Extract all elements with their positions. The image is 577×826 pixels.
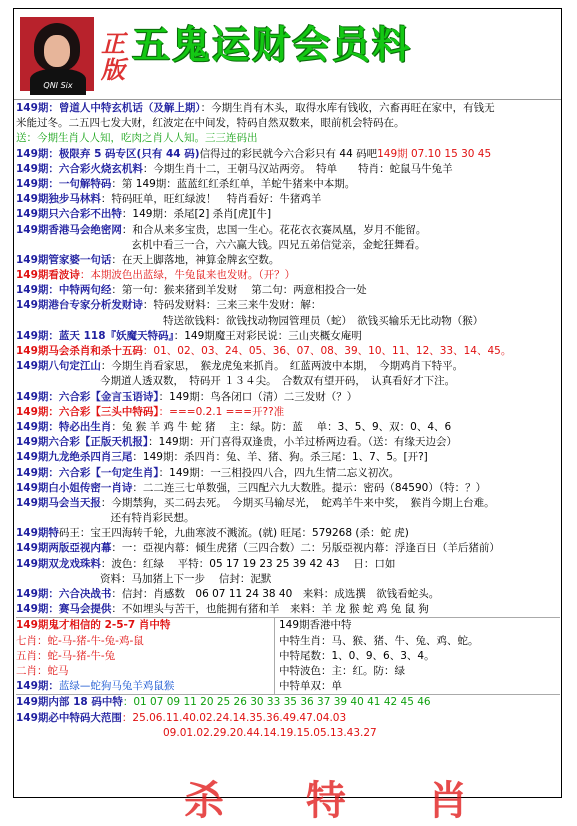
- record-row: [16, 405, 560, 420]
- record-row: [16, 602, 560, 617]
- record-prefix: 149期: [16, 223, 49, 236]
- record-row: [16, 131, 560, 146]
- record-row: [16, 587, 560, 602]
- footer-row-prefix: 149期内部 18 码中特: [16, 696, 123, 709]
- record-row: [16, 101, 560, 116]
- page-frame: [13, 8, 562, 824]
- record-label: 六合彩【三头中特码】: [58, 405, 159, 418]
- record-label: 六合彩【正版天机报】: [48, 436, 149, 449]
- record-label: 独步马林料: [48, 193, 101, 206]
- record-label: 两版亞视内幕: [48, 542, 112, 555]
- footer-row-range: [16, 711, 560, 726]
- record-row: [16, 496, 560, 511]
- header: [14, 9, 561, 100]
- record-row: [16, 298, 560, 313]
- record-text: 玄机中看三一合，六六赢大钱。四兄五弟信觉亲，金蛇狂舞看。: [16, 238, 426, 251]
- record-label: 六合彩【金言玉语诗】: [58, 390, 159, 403]
- record-text: ：和合从来多宝贵，忠国一生心。花花衣衣赛凤凰，岁月不能留。: [121, 223, 427, 236]
- edition-badge: 正版: [101, 30, 125, 84]
- record-text: ：01、02、03、24、05、36、07、08、39、10、11、12、33、14、45。: [142, 345, 512, 357]
- record-text: ：今期生肖看家思， 猴龙虎兔来抓肖。 红蓝两波中本期， 今期鸡肖下特平。: [100, 360, 464, 373]
- record-text: ：149期魔王对彩民说：三山夹概女庵明: [173, 329, 362, 342]
- record-prefix: 149期：: [16, 405, 59, 418]
- record-label: 中特两句经: [58, 284, 112, 297]
- record-prefix: 149期: [16, 496, 49, 509]
- portrait-face: [44, 35, 70, 67]
- record-label: 特必出生肖: [58, 420, 112, 433]
- record-text: ：149期：开门喜得双逢贵，小羊过桥两边看。（送：有缘天边会）: [148, 436, 457, 449]
- right-block: [274, 618, 563, 694]
- footer-row-prefix: 149期必中特码大范围: [16, 711, 122, 724]
- record-prefix: 149期：: [16, 329, 59, 342]
- record-row: [16, 344, 560, 359]
- record-row: [16, 192, 560, 207]
- record-row: [16, 390, 560, 405]
- record-prefix: 149期：: [16, 420, 59, 433]
- left-block-last-prefix: 149期：: [16, 680, 59, 693]
- record-text: ：一：亞视内幕：倾生虎猪（三四合数）二：另版亞视内幕：浮逢百日（羊后猪前）: [111, 542, 500, 555]
- record-label: 八句定江山: [48, 360, 101, 373]
- record-label: 一句解特码: [58, 177, 112, 190]
- footer-row-text: ：01 07 09 11 20 25 26 30 33 35 36 37 39 40 41 42 45 46: [122, 696, 431, 709]
- record-text: ：今期禁狗，买二码去死。 今期买马输尽光， 蛇鸡羊牛来中奖， 猴肖今期上台难。: [100, 496, 495, 509]
- record-prefix: 149期: [16, 542, 49, 555]
- record-text: ：第一句：猴来猪到羊发财 第二句：两意相投合一处: [111, 284, 367, 297]
- record-label: 马会当天报: [48, 496, 101, 509]
- record-row: [16, 329, 560, 344]
- record-prefix: 149期: [16, 345, 49, 357]
- record-text: 送：今期生肖人人知，吃肉之肖人人知。三三连码出: [16, 132, 258, 145]
- left-block: [16, 618, 266, 694]
- record-text: ：149期：杀尾[2] 杀肖[虎][牛]: [121, 208, 272, 221]
- record-row: [16, 526, 560, 541]
- record-prefix: 149期：: [16, 588, 59, 600]
- record-row: [16, 147, 560, 162]
- left-block-title: 149期鬼才相信的 2-5-7 肖中特: [16, 619, 171, 632]
- record-label: 特: [48, 527, 59, 540]
- right-block-line: 中特尾数：1、0、9、6、3、4。: [279, 649, 435, 662]
- record-text: 还有特肖彩民想。: [16, 512, 195, 525]
- footer-row-18: [16, 695, 560, 710]
- record-prefix: 149期: [16, 436, 49, 449]
- record-text: 特送欲钱料：欲钱找动物园管理员（蛇） 欲钱买输乐无比动物（猴）: [16, 314, 484, 327]
- record-row: [16, 435, 560, 450]
- record-text: ：二二连三七单数强，三四配六九大数胜。提示：密码（84590）（特：？）: [132, 481, 487, 494]
- record-text: ：特码发财料：三来三来牛发财：解：: [142, 299, 322, 312]
- record-text: ：波色：红绿 平特：05 17 19 23 25 39 42 43 日：口如: [100, 557, 396, 570]
- record-prefix: 149期: [16, 269, 49, 282]
- record-row: [16, 238, 560, 253]
- record-row: [16, 268, 560, 283]
- record-label: 六合彩火烧玄机料: [58, 162, 143, 175]
- record-label: 港台专家分析发财诗: [48, 299, 143, 312]
- record-text: ：149期：一三相投四八合，四九生情二忘义初次。: [158, 466, 400, 479]
- record-text: ：149期：鸟各闭口（清）二三发财（？）: [158, 390, 358, 403]
- record-label: 蓝天 118『妖魔天特码』: [58, 329, 174, 342]
- record-label: 管家婆一句话: [48, 253, 112, 266]
- two-column-block: [16, 617, 560, 694]
- record-label: 香港马会绝密网: [48, 223, 122, 236]
- rows-container: [16, 101, 560, 617]
- record-row: [16, 541, 560, 556]
- record-row: [16, 116, 560, 131]
- portrait-caption: QNI Six: [43, 81, 73, 90]
- right-block-line: 中特单双：单: [279, 680, 342, 693]
- record-text: ：兔 猴 羊 鸡 牛 蛇 猪 主：绿。防：蓝 单：3、5、9、双：0、4、6: [111, 420, 452, 433]
- left-block-line: 二肖：蛇马: [16, 664, 69, 677]
- record-label: 九龙绝杀四肖三尾: [48, 451, 133, 464]
- record-prefix: 149期：: [16, 390, 59, 403]
- record-row: [16, 223, 560, 238]
- record-prefix: 149期: [16, 208, 49, 221]
- record-row: [16, 359, 560, 374]
- record-label: 曾道人中特玄机话（及解上期）: [58, 102, 201, 114]
- record-text: ：第 149期：蓝蓝红红杀红单，羊蛇牛猪来中本期。: [111, 177, 356, 190]
- left-block-line: 七肖：蛇-马-猪-牛-兔-鸡-鼠: [16, 634, 144, 647]
- record-label: 双龙戏珠料: [48, 557, 101, 570]
- record-row: [16, 177, 560, 192]
- record-prefix: 149期: [16, 193, 49, 206]
- record-row: [16, 253, 560, 268]
- record-row: [16, 162, 560, 177]
- record-extra: 149期 07.10 15 30 45: [377, 147, 492, 160]
- right-block-line: 中特波色：主：红。防：绿: [279, 664, 405, 677]
- record-row: [16, 283, 560, 298]
- record-text: 码王：宝王四海转千轮，九曲寒波不溅流。(就) 旺尾：579268 (杀：蛇 虎): [58, 527, 409, 540]
- record-row: [16, 207, 560, 222]
- record-text: ：本期波色出蓝绿，牛兔鼠来也发财。（开？）: [79, 269, 296, 282]
- left-block-last-text: 蓝绿—蛇狗马兔羊鸡鼠猴: [58, 680, 175, 693]
- record-prefix: 149期: [16, 527, 49, 540]
- record-prefix: 149期：: [16, 147, 59, 160]
- portrait-photo: [20, 17, 94, 91]
- record-text: ：===0.2.1 ===开??准: [158, 405, 285, 418]
- record-label: 马会杀肖和杀十五码: [48, 345, 143, 357]
- record-prefix: 149期: [16, 481, 49, 494]
- footer-decoration: 杀 特 肖: [184, 778, 502, 824]
- record-text: ：今期生肖十二，王朝马汉站两旁。 特单 特肖：蛇鼠马牛兔羊: [142, 162, 453, 175]
- record-prefix: 149期: [16, 253, 49, 266]
- record-row: [16, 511, 560, 526]
- record-row: [16, 314, 560, 329]
- record-prefix: 149期：: [16, 177, 59, 190]
- record-label: 极限弃 5 码专区(只有 44 码): [58, 147, 200, 160]
- record-row: [16, 466, 560, 481]
- record-prefix: 149期: [16, 557, 49, 570]
- record-text: 米能过冬。二五四七发大财，红波定在中间发，特码自然双数来，眼前机会特码在。: [16, 117, 405, 130]
- record-text: 信得过的彩民就今六合彩只有 44 码吧: [199, 147, 378, 160]
- record-label: 白小姐传密一肖诗: [48, 481, 133, 494]
- record-prefix: 149期: [16, 360, 49, 373]
- record-text: 资料：马加猪上下一步 信封：泥默: [16, 572, 272, 585]
- left-block-last: [16, 679, 266, 694]
- record-row: [16, 374, 560, 389]
- record-prefix: 149期：: [16, 102, 59, 114]
- footer-row-text: 09.01.02.29.20.44.14.19.15.05.13.43.27: [16, 726, 377, 739]
- record-row: [16, 420, 560, 435]
- record-row: [16, 557, 560, 572]
- right-block-line: 中特生肖：马、猴、猪、牛、兔、鸡、蛇。: [279, 634, 479, 647]
- record-text: ：149期：杀四肖：兔、羊、猪、狗。杀三尾：1、7、5。[开?]: [132, 451, 428, 464]
- record-label: 只六合彩不出特: [48, 208, 122, 221]
- record-text: ：信封：肖感数 06 07 11 24 38 40 来料：成选撰 欲钱看蛇头。: [111, 588, 440, 600]
- right-block-title: 149期香港中特: [279, 619, 352, 632]
- record-label: 赛马会提供: [58, 603, 112, 616]
- record-prefix: 149期: [16, 299, 49, 312]
- record-prefix: 149期：: [16, 466, 59, 479]
- record-label: 六合彩【一句定生肖】: [58, 466, 159, 479]
- record-prefix: 149期：: [16, 603, 59, 616]
- footer-row-range-2: [16, 726, 560, 741]
- record-text: 今期道人透双数， 特码开 １３４尖。 合数双有望开码， 认真看好才下注。: [16, 375, 456, 388]
- record-row: [16, 572, 560, 587]
- record-prefix: 149期：: [16, 284, 59, 297]
- page-title: 五鬼运财会员料: [132, 23, 413, 67]
- footer-row-text: ：25.06.11.40.02.24.14.35.36.49.47.04.03: [121, 711, 347, 724]
- left-block-line: 五肖：蛇-马-猪-牛-兔: [16, 649, 116, 662]
- record-prefix: 149期：: [16, 162, 59, 175]
- record-text: ：今期生肖有木头，取得水库有钱收，六畜再旺在家中，有钱无: [200, 102, 495, 114]
- record-row: [16, 450, 560, 465]
- record-text: ：特码旺单，旺红绿波！ 特肖看好：牛猪鸡羊: [100, 193, 322, 206]
- record-label: 六合决战书: [58, 588, 112, 600]
- record-text: ：不如埋头与苦干，也能拥有猪和羊 来料：羊 龙 猴 蛇 鸡 兔 鼠 狗: [111, 603, 429, 616]
- content-list: [16, 101, 560, 741]
- record-text: ：在天上脚落地，神算金牌玄空数。: [111, 253, 280, 266]
- record-label: 看波诗: [48, 269, 80, 282]
- record-row: [16, 481, 560, 496]
- record-prefix: 149期: [16, 451, 49, 464]
